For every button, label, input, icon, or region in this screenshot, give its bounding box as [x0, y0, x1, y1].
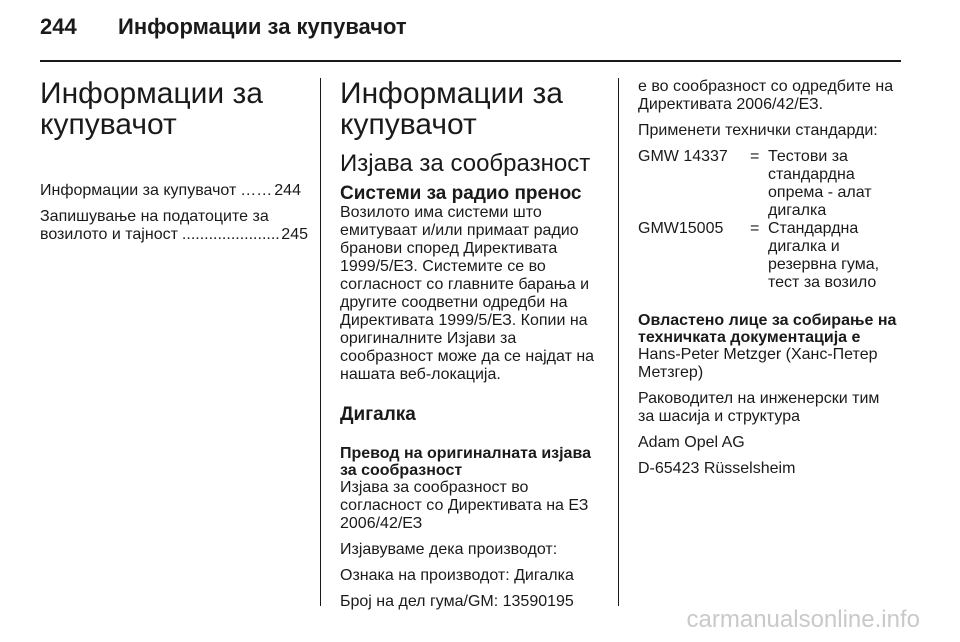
- company-address: D-65423 Rüsselsheim: [638, 460, 796, 477]
- column-declaration: [340, 78, 602, 611]
- header-rule: [40, 60, 901, 62]
- standard-code: GMW 14337: [638, 148, 728, 165]
- running-title: Информации за купувачот: [118, 14, 407, 39]
- page-number: 244: [40, 14, 77, 39]
- toc-entry[interactable]: [40, 182, 308, 200]
- table-row: [638, 148, 900, 220]
- company-name: Adam Opel AG: [638, 434, 745, 451]
- standards-table: [638, 148, 900, 292]
- toc-leader-dots: [182, 226, 279, 244]
- column-toc: [40, 78, 308, 252]
- chapter-title: Информации за купувачот: [40, 77, 263, 141]
- jack-heading: Дигалка: [340, 404, 416, 425]
- declaration-text: Изјава за сообразност во согласност со Директивата на ЕЗ 2006/42/ЕЗ: [340, 479, 589, 532]
- standard-code: GMW15005: [638, 220, 724, 237]
- watermark: carmanualsonline.info: [686, 606, 920, 633]
- product-designation: Ознака на производот: Дигалка: [340, 567, 574, 584]
- standard-description: Стандардна дигалка и резервна гума, тест за возило: [768, 220, 880, 291]
- authorized-person-role: Раководител на инженерски тим за шасија и структура: [638, 390, 880, 425]
- column-standards: [638, 78, 900, 478]
- translation-heading: Превод на оригиналната изјава за сообразност: [340, 445, 591, 479]
- section-title: Информации за купувачот: [340, 77, 563, 141]
- toc-entry-dots: ……: [240, 182, 273, 199]
- declaration-heading: Изјава за сообразност: [340, 150, 591, 177]
- compliance-text: е во сообразност со одредбите на Директивата 2006/42/ЕЗ.: [638, 78, 894, 113]
- toc-entry-page: 245: [281, 226, 308, 243]
- authorized-person-name: Hans-Peter Metzger (Ханс-Петер Метзгер): [638, 346, 878, 381]
- authorized-person-heading: Овластено лице за собирање на техничката документација е: [638, 312, 897, 346]
- toc-entry-page: 244: [274, 182, 301, 199]
- radio-systems-heading: Системи за радио пренос: [340, 183, 582, 204]
- toc-entry-title: Информации за купувачот: [40, 182, 237, 199]
- standard-equals: =: [750, 220, 760, 237]
- toc-entry[interactable]: [40, 208, 308, 244]
- column-divider-1: [320, 78, 321, 606]
- toc-entry-title-line2: возилото и тајност: [40, 226, 178, 243]
- standards-intro: Применети технички стандарди:: [638, 122, 878, 139]
- standard-equals: =: [750, 148, 760, 165]
- standard-description: Тестови за стандардна опрема - алат дигалка: [768, 148, 872, 219]
- toc-entry-title-line1: Запишување на податоците за: [40, 208, 269, 225]
- table-of-contents: [40, 182, 308, 244]
- radio-systems-text: Возилото има системи што емитуваат и/или примаат радио бранови според Директивата 1999/5/ЕЗ. Системите се во согласност со главните барања и другите соодветни одредби на Директивата 1999/5/ЕЗ. Копии на оригиналните Изјави за сообразност може да се најдат на нашата веб-локација.: [340, 204, 595, 383]
- table-row: [638, 220, 900, 292]
- column-divider-2: [618, 78, 619, 606]
- part-number: Број на дел гума/GM: 13590195: [340, 593, 574, 610]
- declare-text: Изјавуваме дека производот:: [340, 541, 558, 558]
